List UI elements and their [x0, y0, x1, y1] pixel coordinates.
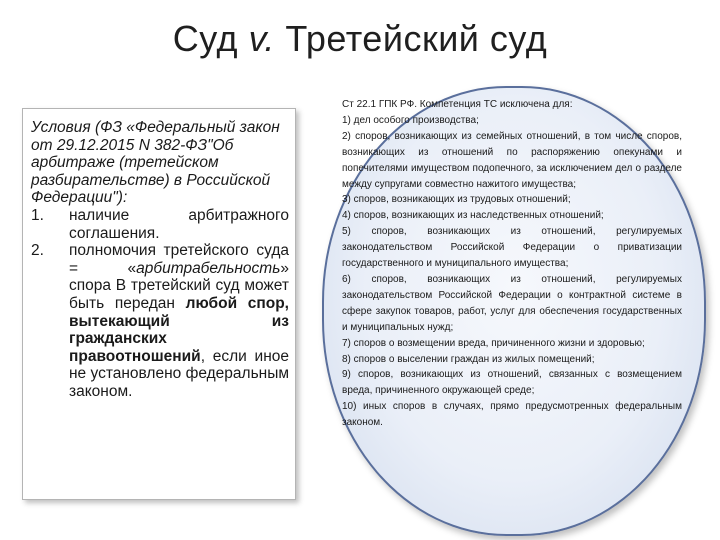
any-dispute-emphasis: любой спор, вытекающий из гражданских правоотношений — [69, 294, 289, 365]
conditions-box — [22, 108, 296, 500]
page-title — [0, 18, 720, 60]
condition-text — [69, 242, 289, 400]
conditions-intro: Условия (ФЗ «Федеральный закон от 29.12.2015 N 382-ФЗ"Об арбитраже (третейском разбирательстве) в Российской Федерации"): — [31, 119, 280, 207]
condition-item-1 — [31, 207, 289, 242]
title-part-2: Третейский суд — [274, 18, 548, 59]
exclusion-item: 6) споров, возникающих из отношений, регулируемых законодательством Российской Федерации о контрактной системе в сфере закупок товаров, работ, услуг для обеспечения государственных и муниципальных нужд; — [342, 273, 682, 333]
condition-item-2 — [31, 242, 289, 400]
exclusion-item: 9) споров, возникающих из отношений, связанных с возмещением вреда, причиненного окружающей среде; — [342, 369, 682, 397]
conditions-list — [31, 207, 289, 401]
exclusion-item: 5) споров, возникающих из отношений, регулируемых законодательством Российской Федерации о приватизации государственного и муниципального имущества; — [342, 226, 682, 270]
title-versus: v. — [248, 18, 275, 59]
condition-number: 1. — [31, 206, 44, 224]
condition-text-part: , если иное не установлено федеральным законом. — [69, 347, 289, 400]
exclusion-item: 4) споров, возникающих из наследственных отношений; — [342, 210, 604, 222]
title-part-1: Суд — [172, 18, 249, 59]
exclusion-item: 1) дел особого производства; — [342, 114, 479, 126]
competence-exclusions — [342, 97, 682, 431]
condition-number: 2. — [31, 242, 44, 260]
exclusion-item: 8) споров о выселении граждан из жилых помещений; — [342, 353, 595, 365]
arbitrability-term: арбитрабельность — [136, 259, 281, 277]
exclusion-item: 2) споров, возникающих из семейных отношений, в том числе споров, возникающих из отношений по распоряжению опекунами и попечителями имуществом подопечного, за исключением дел о разделе между супругами совместно нажитого имущества; — [342, 130, 682, 190]
exclusion-item: 7) споров о возмещении вреда, причиненного жизни и здоровью; — [342, 337, 645, 349]
exclusion-item: 3) споров, возникающих из трудовых отношений; — [342, 194, 571, 206]
exclusion-heading: Ст 22.1 ГПК РФ. Компетенция ТС исключена для: — [342, 99, 573, 110]
condition-text-part: полномочия третейского суда = « — [69, 242, 289, 277]
exclusion-item: 10) иных споров в случаях, прямо предусмотренных федеральным законом. — [342, 401, 682, 429]
condition-text: наличие арбитражного соглашения. — [69, 206, 289, 242]
condition-text-part: » спора В третейский суд может быть передан — [69, 259, 289, 312]
